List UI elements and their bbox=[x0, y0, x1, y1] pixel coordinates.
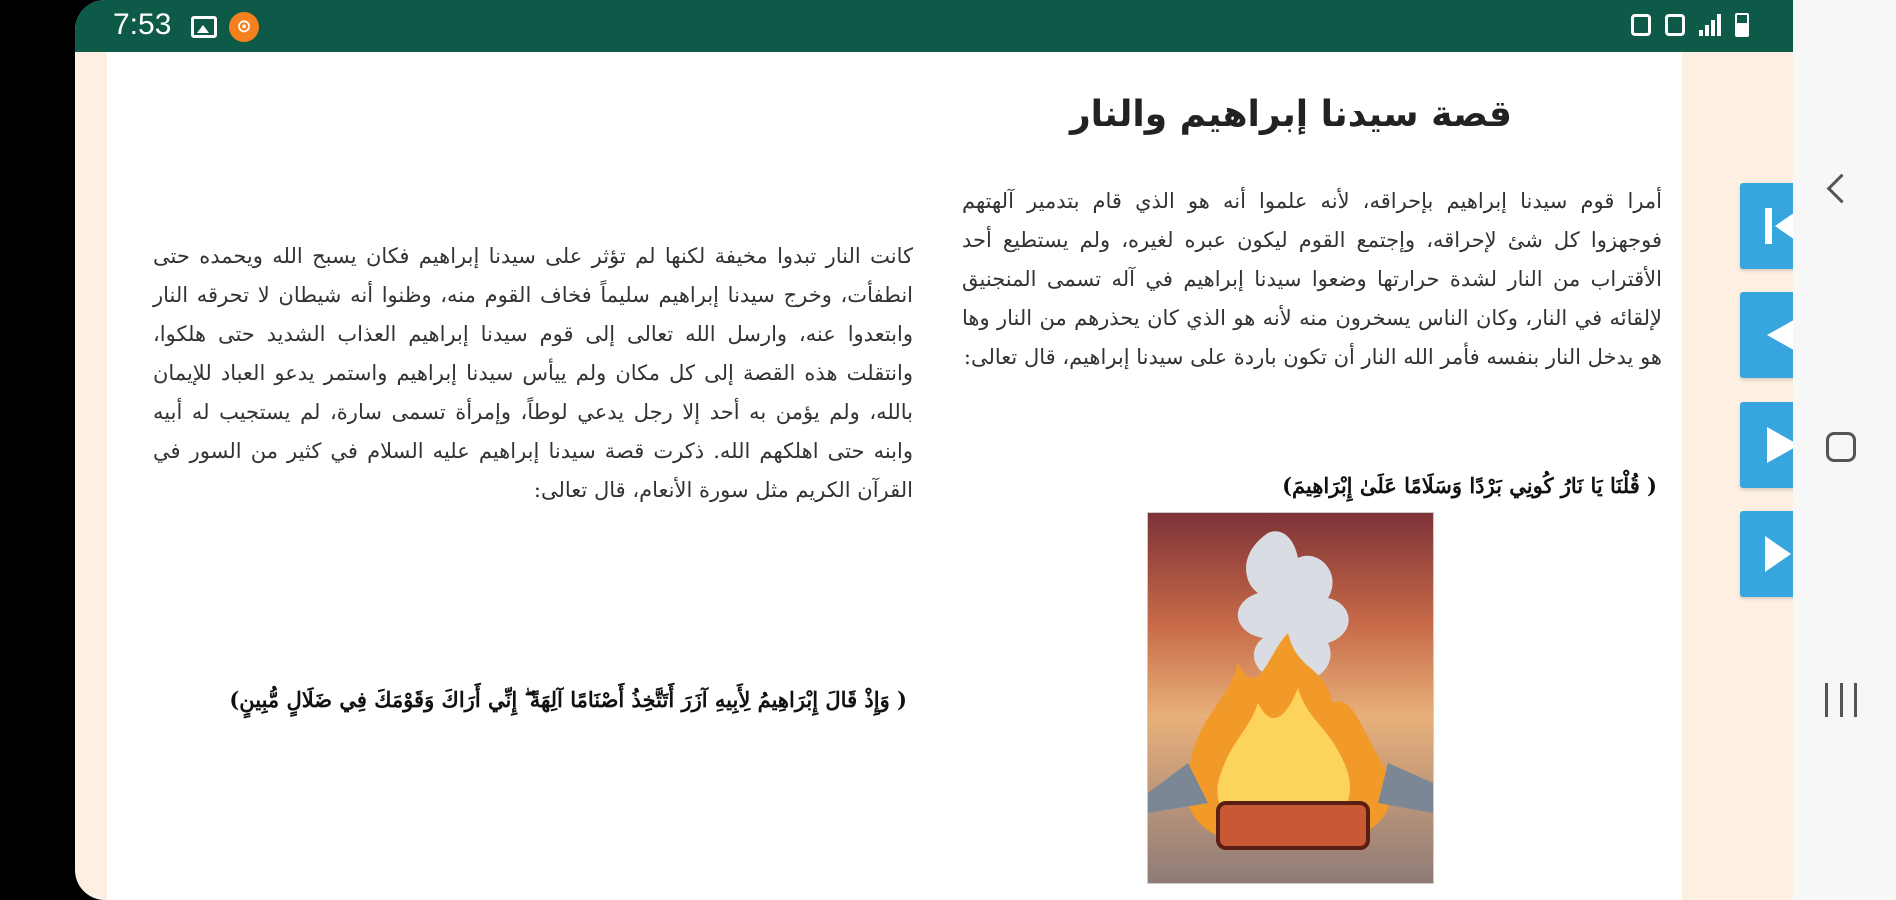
status-time: 7:53 bbox=[113, 8, 172, 41]
home-icon[interactable] bbox=[1826, 432, 1856, 462]
battery-icon bbox=[1735, 13, 1749, 37]
fire-illustration bbox=[1147, 512, 1434, 884]
device-screen bbox=[75, 0, 1793, 900]
next-page-button[interactable] bbox=[1740, 402, 1793, 488]
play-left-icon bbox=[1761, 313, 1793, 357]
notification-badge-icon: ⊙ bbox=[229, 12, 259, 42]
gallery-icon bbox=[191, 16, 217, 38]
skip-last-icon bbox=[1761, 532, 1793, 576]
alarm-icon bbox=[1631, 14, 1651, 36]
story-paragraph-left: كانت النار تبدوا مخيفة لكنها لم تؤثر على سيدنا إبراهيم فكان يسبح الله ويحمده حتى انطفأت، وخرج سيدنا إبراهيم سليماً فخاف القوم منه، وظنوا أنه شيطان لا تحرقه النار وابتعدوا عنه، وارسل الله تعالى إلى قوم سيدنا إبراهيم العذاب الشديد حتى هلكوا، وانتقلت هذه القصة إلى كل مكان ولم ييأس سيدنا إبراهيم واستمر يدعو العباد للإيمان بالله، ولم يؤمن به أحد إلا رجل يدعي لوطاً، وإمرأة تسمى سارة، لم يستجيب له أبيه وابنه حتى اهلكهم الله. ذكرت قصة سيدنا إبراهيم عليه السلام في كثير من السور في القرآن الكريم مثل سورة الأنعام، قال تعالى: bbox=[153, 244, 913, 502]
fire-illustration-graphic bbox=[1148, 513, 1433, 883]
recent-apps-icon[interactable] bbox=[1825, 683, 1857, 717]
sim-icon bbox=[1665, 14, 1685, 36]
last-page-button[interactable] bbox=[1740, 511, 1793, 597]
story-paragraph-right: أمرا قوم سيدنا إبراهيم بإحراقه، لأنه علموا أنه هو الذي قام بتدمير آلهتهم فوجهزوا كل شئ لإحراقه، وإجتمع القوم ليكون عبره لغيره، ولم يستطيع أحد الأقتراب من النار لشدة حرارتها وضعوا سيدنا إبراهيم في آله تسمى المنجنيق لإلقائه في النار، وكان الناس يسخرون منه لأنه هو الذي كان يحذرهم من النار وها هو يدخل النار بنفسه فأمر الله النار أن تكون باردة على سيدنا إبراهيم، قال تعالى: bbox=[962, 189, 1662, 369]
story-page bbox=[107, 52, 1682, 900]
previous-page-button[interactable] bbox=[1740, 292, 1793, 378]
quran-verse-right: ( قُلْنَا يَا نَارُ كُونِي بَرْدًا وَسَلَامًا عَلَىٰ إِبْرَاهِيمَ) bbox=[1282, 473, 1657, 498]
story-title: قصة سيدنا إبراهيم والنار bbox=[1069, 94, 1512, 135]
play-right-icon bbox=[1761, 423, 1793, 467]
status-bar bbox=[75, 0, 1793, 52]
status-left-icons bbox=[191, 12, 259, 42]
skip-first-icon bbox=[1761, 204, 1793, 248]
first-page-button[interactable] bbox=[1740, 183, 1793, 269]
signal-icon bbox=[1699, 14, 1721, 36]
quran-verse-left: ( وَإِذْ قَالَ إِبْرَاهِيمُ لِأَبِيهِ آزَرَ أَتَتَّخِذُ أَصْنَامًا آلِهَةً ۖ إِنِّي أَرَاكَ وَقَوْمَكَ فِي ضَلَالٍ مُّبِينٍ) bbox=[229, 687, 907, 712]
status-right-icons bbox=[1631, 13, 1749, 37]
system-navigation-bar bbox=[1793, 0, 1896, 900]
back-icon[interactable] bbox=[1827, 174, 1857, 204]
